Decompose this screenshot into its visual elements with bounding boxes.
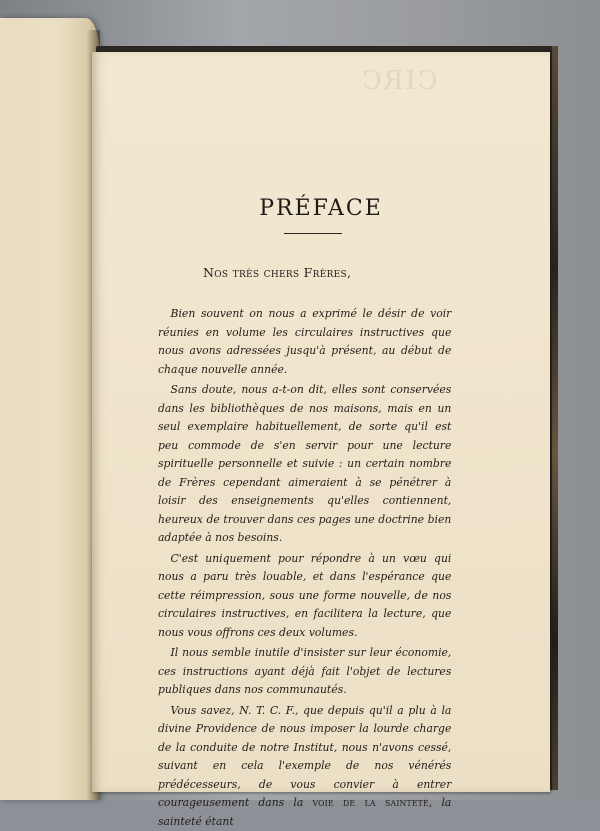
page-title: PRÉFACE — [92, 196, 550, 221]
paragraph-5-text: Vous savez, N. T. C. F., que depuis qu'il a plu à la divine Providence de nous imposer la lourde charge de la conduite de notre Institut, nous n'avons cessé, suivant en cela l'exemple de nos vénérés prédécesseurs, de vous convier à entrer courageusement dans la — [158, 704, 451, 810]
left-page — [0, 18, 100, 800]
title-divider — [284, 233, 342, 234]
paragraph-5 — [158, 702, 451, 831]
paragraph-5-emphasis: voie de la sainteté — [312, 796, 428, 809]
paragraph-1: Bien souvent on nous a exprimé le désir de voir réunies en volume les circulaires instructives que nous avons adressées jusqu'à présent, au début de chaque nouvelle année. — [158, 305, 451, 379]
show-through-text: CIRC — [360, 66, 438, 96]
paragraph-3: C'est uniquement pour répondre à un vœu qui nous a paru très louable, et dans l'espérance que cette réimpression, sous une forme nouvelle, de nos circulaires instructives, en facilitera la lecture, que nous vous offrons ces deux volumes. — [158, 550, 451, 643]
preface-body — [158, 305, 451, 831]
paragraph-5-end: , la sainteté étant — [158, 796, 451, 828]
paragraph-4: Il nous semble inutile d'insister sur leur économie, ces instructions ayant déjà fait l'objet de lectures publiques dans nos communautés. — [158, 644, 451, 700]
salutation: Nos très chers Frères, — [203, 265, 351, 280]
paragraph-2: Sans doute, nous a-t-on dit, elles sont conservées dans les bibliothèques de nos maisons, mais en un seul exemplaire habituellement, de sorte qu'il est peu commode de s'en servir pour une lecture spirituelle personnelle et suivie : un certain nombre de Frères cependant aimeraient à se pénétrer à loisir des enseignements qu'elles contiennent, heureux de trouver dans ces pages une doctrine bien adaptée à nos besoins. — [158, 381, 451, 548]
